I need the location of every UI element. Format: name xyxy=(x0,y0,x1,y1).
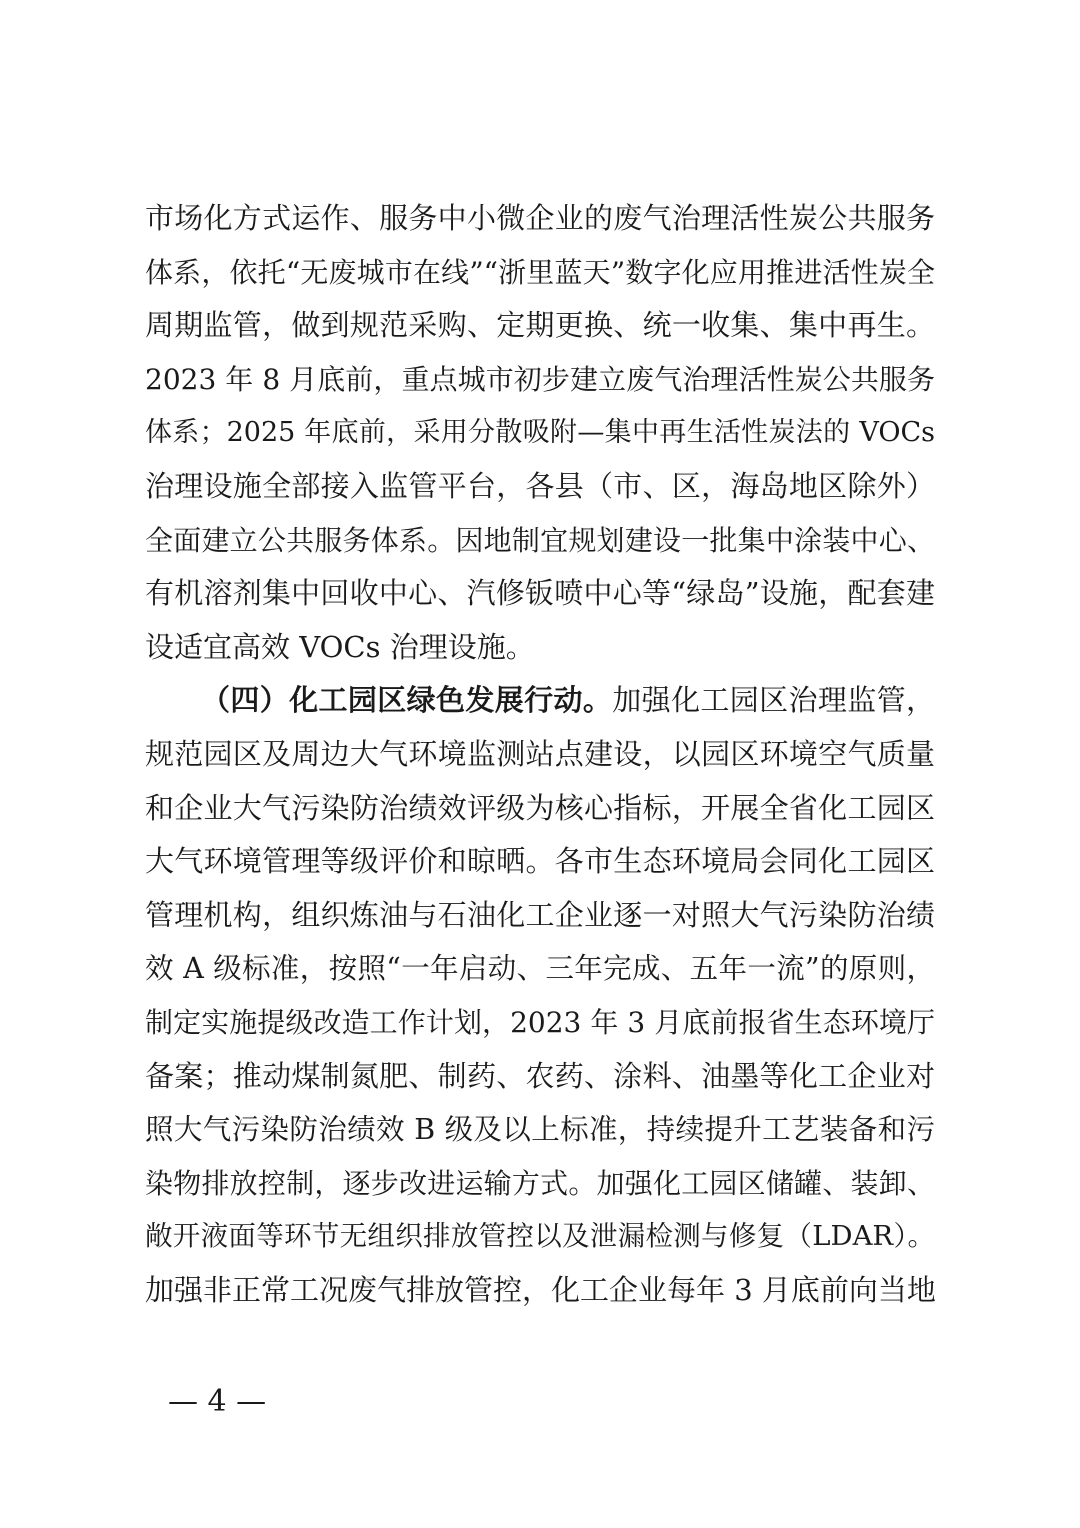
text-line: 照大气污染防治绩效 B 级及以上标准，持续提升工艺装备和污 xyxy=(145,1113,935,1147)
text-line: 周期监管，做到规范采购、定期更换、统一收集、集中再生。 xyxy=(145,308,935,343)
text-segment: 加强化工园区治理监管， xyxy=(612,683,935,718)
text-line: 规范园区及周边大气环境监测站点建设，以园区环境空气质量 xyxy=(145,736,935,771)
text-line: 全面建立公共服务体系。因地制宜规划建设一批集中涂装中心、 xyxy=(145,523,935,557)
text-line: 有机溶剂集中回收中心、汽修钣喷中心等“绿岛”设施，配套建 xyxy=(145,576,935,611)
text-line: 2023 年 8 月底前，重点城市初步建立废气治理活性炭公共服务 xyxy=(145,362,935,396)
text-line: 治理设施全部接入监管平台，各县（市、区，海岛地区除外） xyxy=(145,468,935,503)
text-line: 设适宜高效 VOCs 治理设施。 xyxy=(145,629,535,664)
body-text xyxy=(145,192,935,1317)
text-line: 和企业大气污染防治绩效评级为核心指标，开展全省化工园区 xyxy=(145,790,935,825)
page-number: — 4 — xyxy=(168,1384,267,1419)
text-line: 制定实施提级改造工作计划，2023 年 3 月底前报省生态环境厅 xyxy=(145,1005,935,1039)
text-line: 效 A 级标准，按照“一年启动、三年完成、五年一流”的原则， xyxy=(145,952,935,986)
text-line: 备案；推动煤制氮肥、制药、农药、涂料、油墨等化工企业对 xyxy=(145,1058,935,1093)
text-line: 体系，依托“无废城市在线”“浙里蓝天”数字化应用推进活性炭全 xyxy=(145,255,935,289)
text-line: 体系；2025 年底前，采用分散吸附—集中再生活性炭法的 VOCs xyxy=(145,417,935,449)
text-line: 市场化方式运作、服务中小微企业的废气治理活性炭公共服务 xyxy=(145,201,935,235)
text-line: 染物排放控制，逐步改进运输方式。加强化工园区储罐、装卸、 xyxy=(145,1166,935,1200)
text-line: 敞开液面等环节无组织排放管控以及泄漏检测与修复（LDAR）。 xyxy=(145,1220,935,1253)
section-heading-line xyxy=(145,674,935,728)
section-heading: （四）化工园区绿色发展行动。 xyxy=(201,683,613,718)
text-line: 管理机构，组织炼油与石油化工企业逐一对照大气污染防治绩 xyxy=(145,897,935,932)
text-line: 大气环境管理等级评价和晾晒。各市生态环境局会同化工园区 xyxy=(145,844,935,879)
text-line: 加强非正常工况废气排放管控，化工企业每年 3 月底前向当地 xyxy=(145,1272,936,1307)
